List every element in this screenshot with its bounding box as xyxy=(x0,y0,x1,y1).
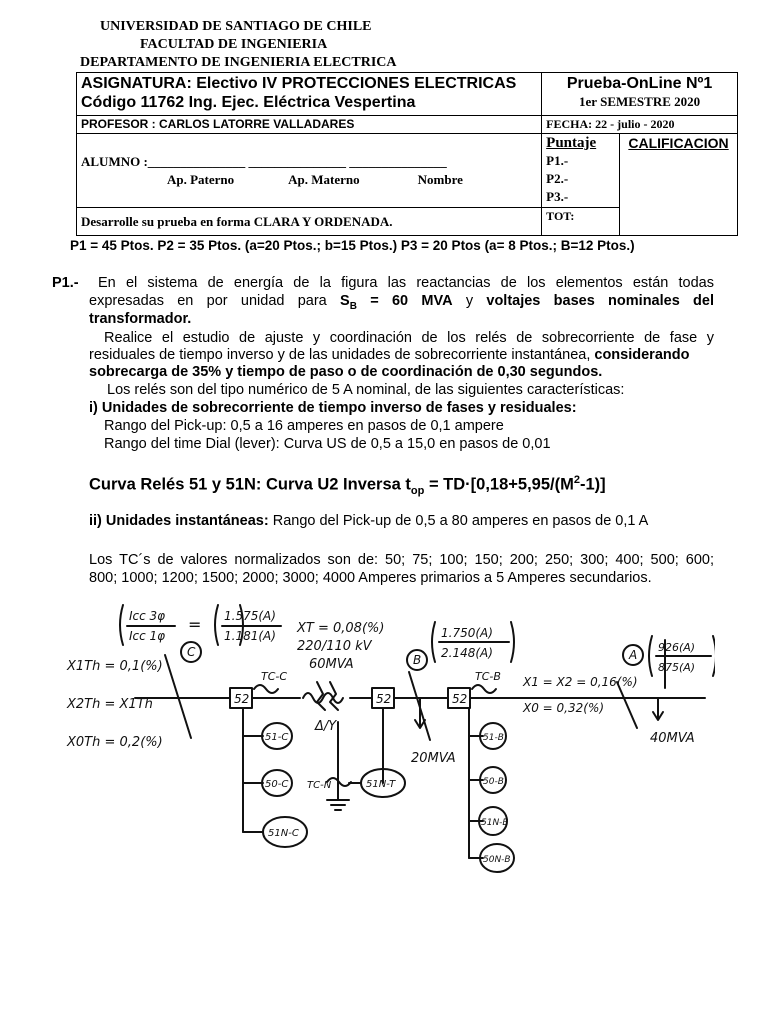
problem-line-10: Rango del time Dial (lever): Curva US de 0,5 a 15,0 en pasos de 0,01 xyxy=(104,436,551,452)
relay-curve-formula xyxy=(89,470,606,501)
exam-header-table xyxy=(76,72,738,236)
bracket-a-right xyxy=(713,636,715,676)
bracket-c-left xyxy=(215,605,218,645)
instantaneous-units xyxy=(89,513,648,531)
problem-line-5b: considerando xyxy=(594,347,690,363)
icc-3ph-label: Icc 3φ xyxy=(129,609,166,623)
department-name: DEPARTAMENTO DE INGENIERIA ELECTRICA xyxy=(80,55,397,70)
relay-50b-label: 50-B xyxy=(483,777,504,787)
bus-c-label: C xyxy=(187,645,196,659)
sb-value: = 60 MVA xyxy=(356,293,453,309)
relay-51nt-label: 51N-T xyxy=(366,779,396,790)
bus-c xyxy=(165,655,191,738)
bus-b-icc1ph: 2.148(A) xyxy=(441,646,493,660)
ct-c-label: TC-C xyxy=(261,670,288,683)
curve-part-a: Curva Relés 51 y 51N: Curva U2 Inversa t xyxy=(89,475,411,494)
bus-a-icc3ph: 926(A) xyxy=(658,641,696,654)
problem-label: P1.- xyxy=(52,275,79,291)
exam-date: FECHA: 22 - julio - 2020 xyxy=(542,116,738,134)
sb-symbol: S xyxy=(340,293,350,309)
sb-label xyxy=(340,293,453,312)
problem-line-8: i) Unidades de sobrecorriente de tiempo inverso de fases y residuales: xyxy=(89,400,577,416)
bracket-icc-left xyxy=(120,605,123,645)
thevenin-x2: X2Th = X1Th xyxy=(67,697,153,712)
curve-superscript: 2 xyxy=(573,474,580,486)
problem-line-2d: y xyxy=(452,293,487,309)
student-name-labels xyxy=(81,172,537,188)
problem-line-6: sobrecarga de 35% y tiempo de paso o de coordinación de 0,30 segundos. xyxy=(89,364,603,380)
breaker-b-label: 52 xyxy=(452,692,468,706)
problem-line-2e: voltajes bases nominales del xyxy=(486,293,715,309)
sb-subscript: B xyxy=(349,300,357,312)
exam-title: Prueba-OnLine Nº1 xyxy=(566,75,713,92)
instantaneous-range: Rango del Pick-up de 0,5 a 80 amperes en pasos de 0,1 A xyxy=(268,513,649,529)
thevenin-x0: X0Th = 0,2(%) xyxy=(67,735,163,750)
curve-subscript: op xyxy=(410,484,425,497)
instantaneous-title: ii) Unidades instantáneas: xyxy=(89,513,269,529)
problem-line-1: En el sistema de energía de la figura las reactancias de los elementos están todas xyxy=(98,275,714,291)
bus-c-icc1ph: 1.181(A) xyxy=(224,629,276,643)
professor: PROFESOR : CARLOS LATORRE VALLADARES xyxy=(77,116,542,134)
breaker-t-label: 52 xyxy=(376,692,392,706)
bracket-a-left xyxy=(649,636,652,676)
ct-c-symbol xyxy=(254,685,278,693)
subject-line: ASIGNATURA: Electivo IV PROTECCIONES ELECTRICAS xyxy=(81,75,517,92)
problem-line-3: transformador. xyxy=(89,311,192,327)
bus-b-label: B xyxy=(413,653,422,667)
transformer-rating: 60MVA xyxy=(309,657,354,672)
transformer-connection: Δ/Y xyxy=(315,719,337,734)
student-cell xyxy=(77,134,542,208)
load-b-rating: 20MVA xyxy=(411,751,456,766)
subject-cell xyxy=(77,73,542,116)
problem-line-9: Rango del Pick-up: 0,5 a 16 amperes en pasos de 0,1 ampere xyxy=(104,418,504,434)
semester: 1er SEMESTRE 2020 xyxy=(579,94,701,109)
bracket-b-left xyxy=(432,622,435,662)
load-a-rating: 40MVA xyxy=(650,731,695,746)
grade-cell xyxy=(620,134,738,236)
ct-values-line-1: Los TC´s de valores normalizados son de: 50; 75; 100; 150; 200; 250; 300; 400; 500; 600; xyxy=(89,552,714,568)
relay-50nb-label: 50N-B xyxy=(483,855,511,865)
problem-line-5 xyxy=(89,347,689,365)
score-cell xyxy=(542,134,620,208)
score-p1: P1.- xyxy=(546,153,569,168)
label-nombre: Nombre xyxy=(417,171,463,187)
bus-a-icc1ph: 875(A) xyxy=(658,661,696,674)
ct-values-line-2: 800; 1000; 1200; 1500; 2000; 3000; 4000 Amperes primarios a 5 Amperes secundarios. xyxy=(89,570,652,586)
faculty-name: FACULTAD DE INGENIERIA xyxy=(140,37,328,52)
line-x0: X0 = 0,32(%) xyxy=(523,701,605,715)
bus-a-label: A xyxy=(629,648,638,662)
problem-line-4: Realice el estudio de ajuste y coordinación de los relés de sobrecorriente de fase y xyxy=(104,330,714,346)
relay-51nc-label: 51N-C xyxy=(268,828,299,839)
course-code: Código 11762 Ing. Ejec. Eléctrica Vespertina xyxy=(81,94,416,111)
relay-50c-label: 50-C xyxy=(265,779,289,790)
student-name-field: ALUMNO :_______________ _______________ _______________ xyxy=(81,153,447,169)
problem-line-5a: residuales de tiempo inverso y de las unidades de sobrecorriente instantánea, xyxy=(89,347,595,363)
ct-b-symbol xyxy=(472,685,496,693)
bus-c-icc3ph: 1.575(A) xyxy=(224,609,276,623)
line-x1-x2: X1 = X2 = 0,16(%) xyxy=(523,675,638,689)
label-materno: Ap. Materno xyxy=(288,171,360,187)
points-distribution: P1 = 45 Ptos. P2 = 35 Ptos. (a=20 Ptos.; b=15 Ptos.) P3 = 20 Ptos (a= 8 Ptos.; B=12 Ptos.) xyxy=(70,238,635,253)
thevenin-x1: X1Th = 0,1(%) xyxy=(67,659,163,674)
label-paterno: Ap. Paterno xyxy=(167,171,235,187)
curve-part-b: = TD·[0,18+5,95/(M xyxy=(424,475,574,494)
bus-b-icc3ph: 1.750(A) xyxy=(441,626,493,640)
transformer-ratio: 220/110 kV xyxy=(297,639,372,654)
single-line-diagram xyxy=(65,600,715,888)
ct-b-label: TC-B xyxy=(475,670,501,683)
exam-title-cell xyxy=(542,73,738,116)
score-total: TOT: xyxy=(542,208,620,236)
instruction: Desarrolle su prueba en forma CLARA Y ORDENADA. xyxy=(77,208,542,236)
university-name: UNIVERSIDAD DE SANTIAGO DE CHILE xyxy=(100,19,372,34)
bracket-b-right xyxy=(511,622,514,662)
problem-line-2a: expresadas en por unidad para xyxy=(89,293,327,309)
equals-sign: = xyxy=(188,615,202,634)
score-p2: P2.- xyxy=(546,171,569,186)
score-title: Puntaje xyxy=(546,135,597,151)
relay-51nb-label: 51N-B xyxy=(481,818,509,828)
breaker-c-label: 52 xyxy=(234,692,250,706)
curve-part-c: -1)] xyxy=(579,475,606,494)
problem-line-7: Los relés son del tipo numérico de 5 A nominal, de las siguientes características: xyxy=(107,382,625,398)
ct-n-label: TC-N xyxy=(307,780,332,791)
icc-1ph-label: Icc 1φ xyxy=(129,629,166,643)
relay-51c-label: 51-C xyxy=(265,732,289,743)
transformer-reactance: XT = 0,08(%) xyxy=(297,621,385,636)
score-p3: P3.- xyxy=(546,189,569,204)
grade-title: CALIFICACION xyxy=(628,135,729,151)
relay-51b-label: 51-B xyxy=(483,733,504,743)
